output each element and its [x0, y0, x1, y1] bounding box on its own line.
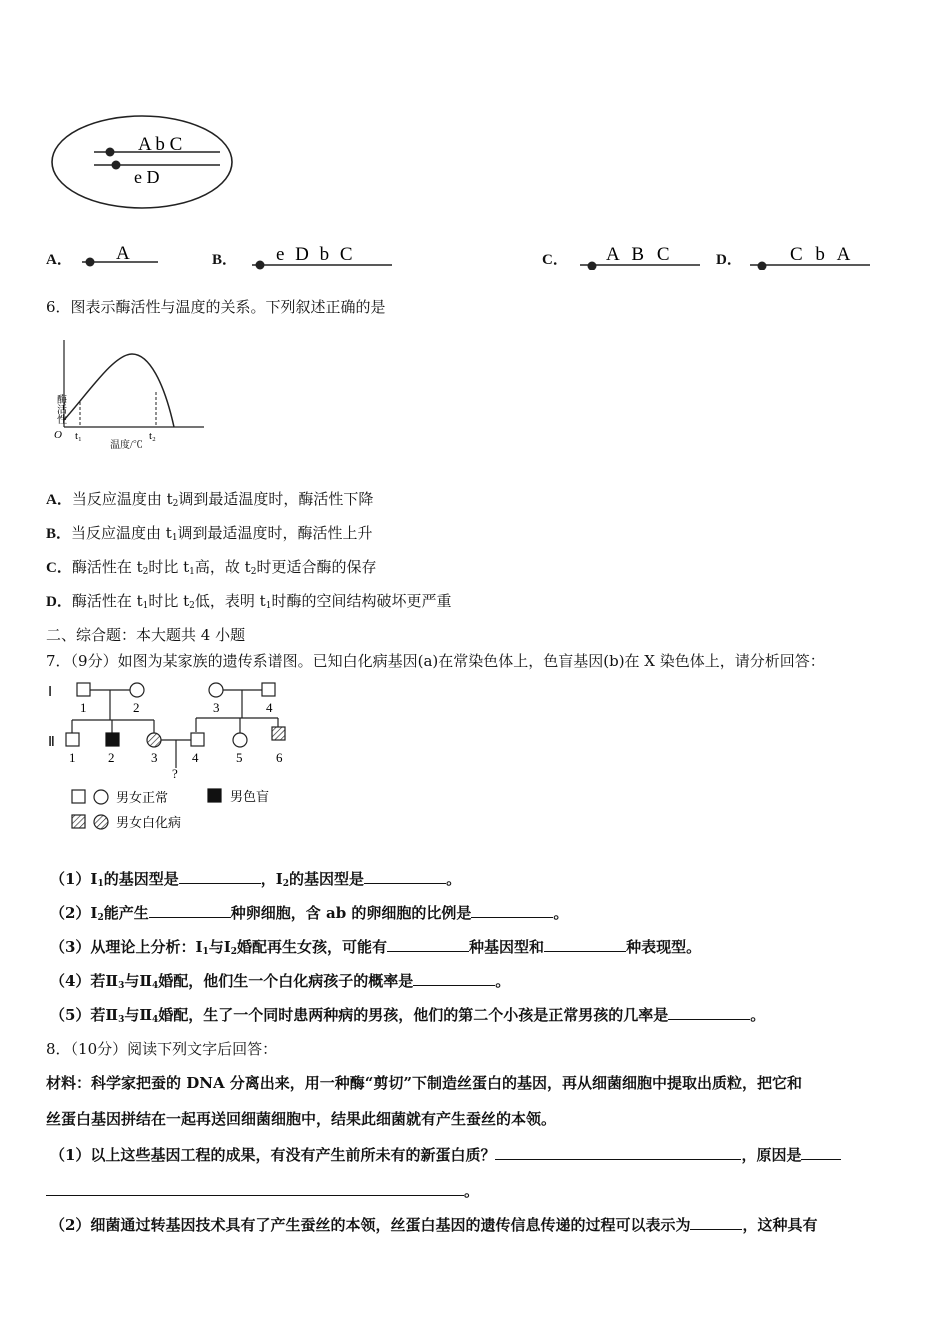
num-I-4: 4 [266, 700, 273, 715]
answer-blank[interactable] [690, 1215, 742, 1230]
num-II-6: 6 [276, 750, 283, 765]
subscript: 4 [152, 981, 159, 991]
chromosome-figure [48, 112, 238, 216]
option-text: 调到最适温度时，酶活性下降 [178, 490, 374, 508]
q8-material-line2: 丝蛋白基因拼结在一起再送回细菌细胞中，结果此细菌就有产生蚕丝的本领。 [46, 1110, 557, 1128]
text: 种表现型。 [626, 938, 702, 956]
option-letter: B． [46, 526, 72, 542]
option-letter: C． [46, 560, 72, 576]
option-letter: A． [46, 252, 72, 268]
subscript: 2 [189, 601, 195, 611]
option-text: 高，故 t [194, 558, 251, 576]
text: （1）Ⅰ [50, 870, 98, 888]
text: 种基因型和 [469, 938, 545, 956]
text: 婚配，他们生一个白化病孩子的概率是 [158, 972, 414, 990]
legend-normal: 男女正常 [116, 790, 169, 805]
text: ，原因是 [741, 1146, 802, 1164]
num-II-5: 5 [236, 750, 243, 765]
subscript: 1 [265, 601, 272, 611]
option-letter: D． [716, 252, 742, 268]
answer-blank[interactable] [801, 1145, 841, 1160]
q6-option-a[interactable] [46, 488, 373, 509]
q8-sub2 [50, 1214, 817, 1235]
q5-option-a-chromosome [76, 240, 162, 270]
num-I-3: 3 [213, 700, 220, 715]
graph-ylabel: 酶活性 [54, 394, 66, 424]
option-letter: D． [46, 594, 72, 610]
text: 婚配再生女孩，可能有 [237, 938, 388, 956]
option-text: 当反应温度由 t [71, 524, 172, 542]
q8-sub1-continued [46, 1180, 479, 1201]
answer-blank[interactable] [387, 937, 469, 952]
option-text: 酶活性在 t [71, 558, 143, 576]
text: （5）若Ⅱ [50, 1006, 119, 1024]
text: （2）细菌通过转基因技术具有了产生蚕丝的本领，丝蛋白基因的遗传信息传递的过程可以表示为 [50, 1216, 691, 1234]
q6-option-b[interactable] [46, 522, 373, 543]
text: 与Ⅰ [208, 938, 231, 956]
pedigree-chart [44, 676, 304, 836]
q5-option-b[interactable] [212, 248, 237, 269]
num-II-3: 3 [151, 750, 158, 765]
answer-blank[interactable] [668, 1005, 750, 1020]
q5-option-d[interactable] [716, 248, 742, 269]
subscript: 1 [189, 567, 195, 577]
text: 能产生 [103, 904, 149, 922]
answer-blank[interactable] [46, 1181, 464, 1196]
subscript: 2 [250, 567, 257, 577]
subscript: 2 [230, 947, 238, 957]
lower-gene-labels: e D [134, 167, 160, 187]
subscript: 3 [118, 1015, 125, 1025]
legend-colorblind: 男色盲 [230, 789, 270, 804]
text: 。 [553, 904, 569, 922]
subscript: 2 [97, 913, 104, 923]
answer-blank[interactable] [544, 937, 626, 952]
num-II-4: 4 [192, 750, 199, 765]
graph-t2: t₂ [149, 430, 156, 442]
q8-material-line1: 材料：科学家把蚕的 DNA 分离出来，用一种酶“剪切”下制造丝蛋白的基因，再从细菌细胞中提取出质粒，把它和 [46, 1074, 803, 1092]
gen-label-2: Ⅱ [48, 735, 55, 750]
option-text: 低，表明 t [194, 592, 266, 610]
graph-t1: t₁ [75, 430, 82, 442]
answer-blank[interactable] [471, 903, 553, 918]
answer-blank[interactable] [179, 869, 261, 884]
option-text: 时更适合酶的保存 [256, 558, 377, 576]
section-heading: 二、综合题：本大题共 4 小题 [46, 626, 246, 644]
q6-option-d[interactable] [46, 590, 451, 611]
subscript: 1 [142, 601, 149, 611]
q7-sub5 [50, 1004, 765, 1025]
subscript: 4 [152, 1015, 159, 1025]
text: ，Ⅰ [260, 870, 283, 888]
q7-sub3 [50, 936, 701, 957]
option-text: 酶活性在 t [71, 592, 143, 610]
option-text: 时酶的空间结构破坏更严重 [271, 592, 452, 610]
text: 的基因型是 [103, 870, 179, 888]
gen-label-1: Ⅰ [48, 685, 53, 700]
num-I-2: 2 [133, 700, 140, 715]
text: 。 [446, 870, 462, 888]
option-letter: C． [542, 252, 568, 268]
text: 婚配，生了一个同时患两种病的男孩，他们的第二个小孩是正常男孩的几率是 [158, 1006, 669, 1024]
text: （2）Ⅰ [50, 904, 98, 922]
option-d-genes: C b A [790, 244, 855, 265]
text: 。 [464, 1182, 480, 1200]
subscript: 2 [282, 879, 290, 889]
text: （4）若Ⅱ [50, 972, 119, 990]
answer-blank[interactable] [413, 971, 495, 986]
q7-stem: 7．（9分）如图为某家族的遗传系谱图。已知白化病基因(a)在常染色体上，色盲基因(b)在 X 染色体上，请分析回答： [46, 652, 825, 670]
subscript: 1 [97, 879, 104, 889]
option-letter: A． [46, 492, 72, 508]
answer-blank[interactable] [364, 869, 446, 884]
text: （1）以上这些基因工程的成果，有没有产生前所未有的新蛋白质？ [50, 1146, 496, 1164]
subscript: 2 [172, 499, 179, 509]
option-letter: B． [212, 252, 238, 268]
q8-stem: 8．（10分）阅读下列文字后回答： [46, 1040, 278, 1058]
q7-sub2 [50, 902, 568, 923]
num-II-2: 2 [108, 750, 115, 765]
num-II-1: 1 [69, 750, 76, 765]
answer-blank[interactable] [495, 1145, 741, 1160]
text: 与Ⅱ [124, 972, 153, 990]
text: （3）从理论上分析：Ⅰ [50, 938, 203, 956]
q5-option-a[interactable] [46, 248, 72, 269]
text: 与Ⅱ [124, 1006, 153, 1024]
text: 。 [750, 1006, 766, 1024]
option-c-genes: A B C [606, 244, 674, 265]
enzyme-temperature-graph [44, 332, 209, 454]
subscript: 2 [142, 567, 149, 577]
text: ，这种具有 [742, 1216, 818, 1234]
q5-option-d-chromosome [746, 240, 874, 270]
option-text: 当反应温度由 t [71, 490, 173, 508]
q7-sub4 [50, 970, 510, 991]
graph-origin: O [54, 429, 62, 441]
text: 的基因型是 [289, 870, 365, 888]
upper-gene-labels: A b C [138, 134, 183, 155]
q5-option-c[interactable] [542, 248, 568, 269]
option-b-genes: e D b C [276, 244, 356, 265]
option-text: 时比 t [148, 558, 190, 576]
graph-xlabel: 温度/℃ [110, 440, 143, 451]
q6-stem: 6．图表示酶活性与温度的关系。下列叙述正确的是 [46, 298, 386, 316]
text: 种卵细胞，含 ab 的卵细胞的比例是 [230, 904, 472, 922]
q5-option-c-chromosome [576, 240, 704, 270]
option-a-genes: A [116, 243, 130, 264]
option-text: 调到最适温度时，酶活性上升 [177, 524, 373, 542]
q7-sub1 [50, 868, 461, 889]
num-I-1: 1 [80, 700, 87, 715]
subscript: 1 [171, 533, 178, 543]
legend-albino: 男女白化病 [116, 815, 182, 830]
answer-blank[interactable] [149, 903, 231, 918]
q5-option-b-chromosome [246, 240, 396, 270]
subscript: 1 [202, 947, 209, 957]
q6-option-c[interactable] [46, 556, 376, 577]
subscript: 3 [118, 981, 125, 991]
num-question: ? [172, 766, 178, 781]
text: 。 [495, 972, 511, 990]
option-text: 时比 t [148, 592, 190, 610]
q8-sub1 [50, 1144, 841, 1165]
